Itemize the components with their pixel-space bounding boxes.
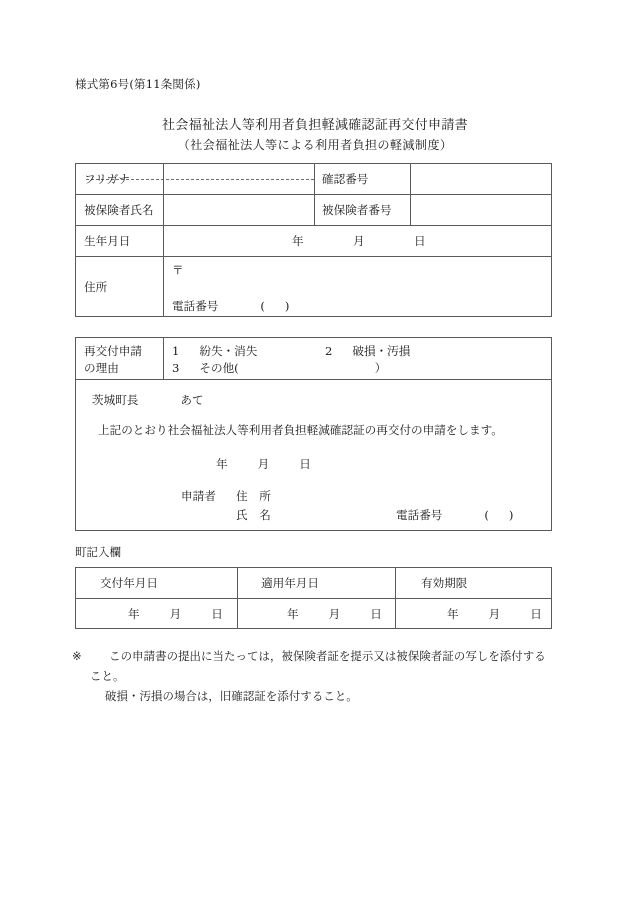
reason-label-line1: 再交付申請 — [84, 343, 142, 358]
col-divider — [163, 164, 164, 316]
postal-mark-icon: 〒 — [172, 263, 184, 277]
apply-date-header: 適用年月日 — [261, 576, 319, 590]
page-title: 社会福祉法人等利用者負担軽減確認証再交付申請書 — [162, 118, 468, 133]
confirmation-number-field[interactable] — [418, 164, 546, 194]
birthdate-month-unit: 月 — [352, 234, 365, 248]
applicant-name-field[interactable] — [310, 505, 380, 524]
applicant-info-table — [75, 163, 552, 317]
office-section-label: 町記入欄 — [75, 545, 121, 559]
apply-date-field[interactable]: 年 月 日 — [287, 606, 382, 621]
reason-option-3[interactable]: 3 その他( ） — [172, 360, 387, 375]
note-marker: ※ — [72, 649, 82, 663]
applicant-name-label: 氏 名 — [236, 507, 271, 522]
issue-date-field[interactable]: 年 月 日 — [128, 606, 223, 621]
form-code: 様式第6号(第11条関係) — [75, 77, 201, 91]
page-subtitle: （社会福祉法人等による利用者負担の軽減制度） — [177, 138, 453, 152]
issue-date-header: 交付年月日 — [100, 576, 158, 590]
office-use-table — [75, 567, 552, 629]
birthdate-year-unit: 年 — [292, 234, 304, 248]
date-year-unit: 年 — [216, 457, 228, 471]
note-2: 破損・汚損の場合は，旧確認証を添付すること。 — [105, 689, 358, 703]
phone-field[interactable] — [172, 297, 472, 315]
birthdate-day-unit: 日 — [413, 234, 426, 248]
insured-number-label: 被保険者番号 — [322, 203, 392, 217]
reason-and-declaration-table — [75, 337, 552, 531]
declaration-statement: 上記のとおり社会福祉法人等利用者負担軽減確認証の再交付の申請をします。 — [98, 423, 503, 437]
applicant-phone-close-paren: ) — [508, 507, 514, 522]
col-divider — [163, 338, 164, 379]
date-month-unit: 月 — [257, 457, 270, 471]
insured-name-field[interactable] — [172, 195, 308, 225]
addressee: 茨城町長 — [92, 393, 139, 407]
addressee-suffix: あて — [180, 393, 204, 407]
confirmation-number-label: 確認番号 — [322, 172, 369, 186]
col-divider — [314, 164, 315, 225]
address-label: 住所 — [84, 279, 108, 294]
furigana-label: フリガナ — [84, 172, 130, 186]
applicant-label: 申請者 — [181, 488, 216, 503]
declaration-date[interactable] — [216, 454, 416, 474]
date-day-unit: 日 — [299, 457, 311, 471]
furigana-field[interactable] — [172, 164, 308, 194]
applicant-phone-open-paren: ( — [484, 507, 489, 522]
col-divider — [237, 568, 238, 628]
applicant-address-field[interactable] — [310, 486, 540, 505]
insured-name-label: 被保険者氏名 — [84, 203, 154, 217]
validity-period-field[interactable]: 年 月 日 — [447, 606, 542, 621]
note-1-line-1: ※ この申請書の提出に当たっては，被保険者証を提示又は被保険者証の写しを添付する — [72, 649, 546, 663]
note-1-line-2: こと。 — [90, 669, 125, 683]
col-divider — [395, 568, 396, 628]
applicant-address-label: 住 所 — [236, 488, 271, 503]
birthdate-label: 生年月日 — [84, 234, 131, 248]
row-divider — [76, 379, 551, 380]
reason-option-2[interactable]: 2 破損・汚損 — [325, 343, 411, 358]
phone-close-paren: ) — [284, 299, 290, 313]
reason-label-line2: の理由 — [84, 360, 119, 375]
insured-number-field[interactable] — [418, 195, 546, 225]
applicant-phone-label: 電話番号 — [396, 507, 443, 522]
phone-label: 電話番号 — [172, 299, 219, 313]
validity-period-header: 有効期限 — [421, 576, 468, 590]
phone-open-paren: ( — [260, 299, 265, 313]
reason-option-1[interactable]: 1 紛失・消失 — [172, 343, 258, 358]
applicant-phone-field[interactable] — [396, 505, 546, 524]
birthdate-field[interactable] — [292, 226, 472, 256]
addressee-line — [92, 390, 392, 410]
address-field[interactable] — [172, 280, 532, 298]
col-divider — [410, 164, 411, 225]
